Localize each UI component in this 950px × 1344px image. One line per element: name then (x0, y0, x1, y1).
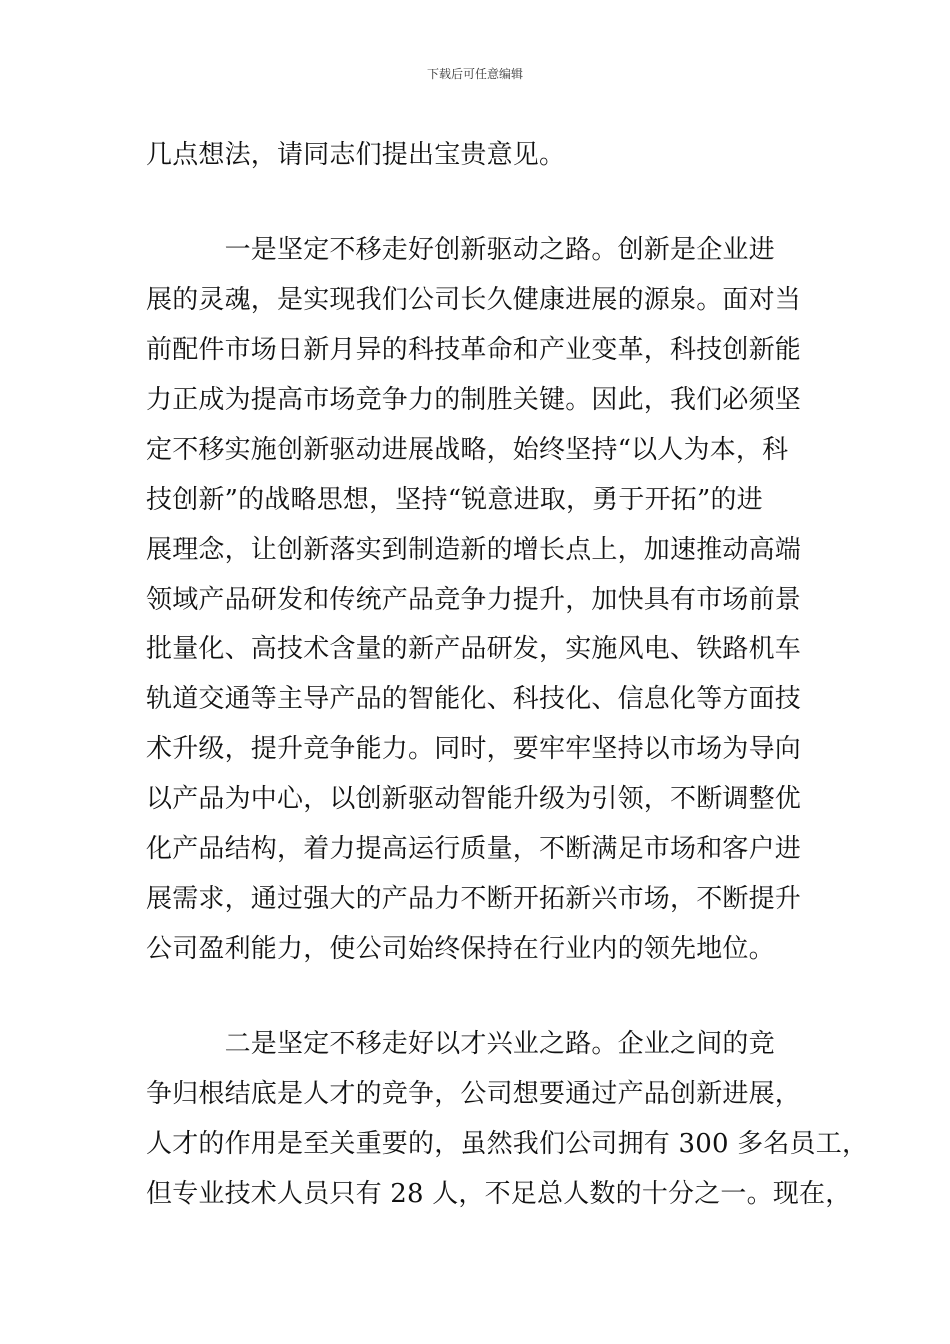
text-line: 前配件市场日新月异的科技革命和产业变革，科技创新能 (146, 335, 802, 365)
text-line: 术升级，提升竞争能力。同时，要牢牢坚持以市场为导向 (146, 734, 802, 764)
text-line: 化产品结构，着力提高运行质量，不断满足市场和客户进 (146, 834, 802, 864)
text-line: 一是坚定不移走好创新驱动之路。创新是企业进 (146, 235, 775, 265)
text-line: 技创新”的战略思想，坚持“锐意进取，勇于开拓”的进 (146, 485, 763, 515)
text-line: 几点想法，请同志们提出宝贵意见。 (146, 140, 566, 170)
text-line: 人才的作用是至关重要的，虽然我们公司拥有 300 多名员工， (146, 1129, 869, 1159)
text-line: 二是坚定不移走好以才兴业之路。企业之间的竞 (146, 1029, 775, 1059)
text-line: 轨道交通等主导产品的智能化、科技化、信息化等方面技 (146, 684, 802, 714)
text-line: 定不移实施创新驱动进展战略，始终坚持“以人为本，科 (146, 435, 789, 465)
text-line: 但专业技术人员只有 28 人，不足总人数的十分之一。现在， (146, 1179, 852, 1209)
page-header: 下载后可任意编辑 (426, 67, 523, 81)
text-line: 以产品为中心，以创新驱动智能升级为引领，不断调整优 (146, 784, 802, 814)
text-line: 批量化、高技术含量的新产品研发，实施风电、铁路机车 (146, 634, 802, 664)
text-line: 领域产品研发和传统产品竞争力提升，加快具有市场前景 (146, 585, 802, 615)
text-line: 展理念，让创新落实到制造新的增长点上，加速推动高端 (146, 535, 802, 565)
text-line: 展需求，通过强大的产品力不断开拓新兴市场，不断提升 (146, 884, 802, 914)
text-line: 争归根结底是人才的竞争，公司想要通过产品创新进展， (146, 1079, 802, 1109)
text-line: 力正成为提高市场竞争力的制胜关键。因此，我们必须坚 (146, 385, 802, 415)
text-line: 展的灵魂，是实现我们公司长久健康进展的源泉。面对当 (146, 285, 802, 315)
text-line: 公司盈利能力，使公司始终保持在行业内的领先地位。 (146, 934, 775, 964)
